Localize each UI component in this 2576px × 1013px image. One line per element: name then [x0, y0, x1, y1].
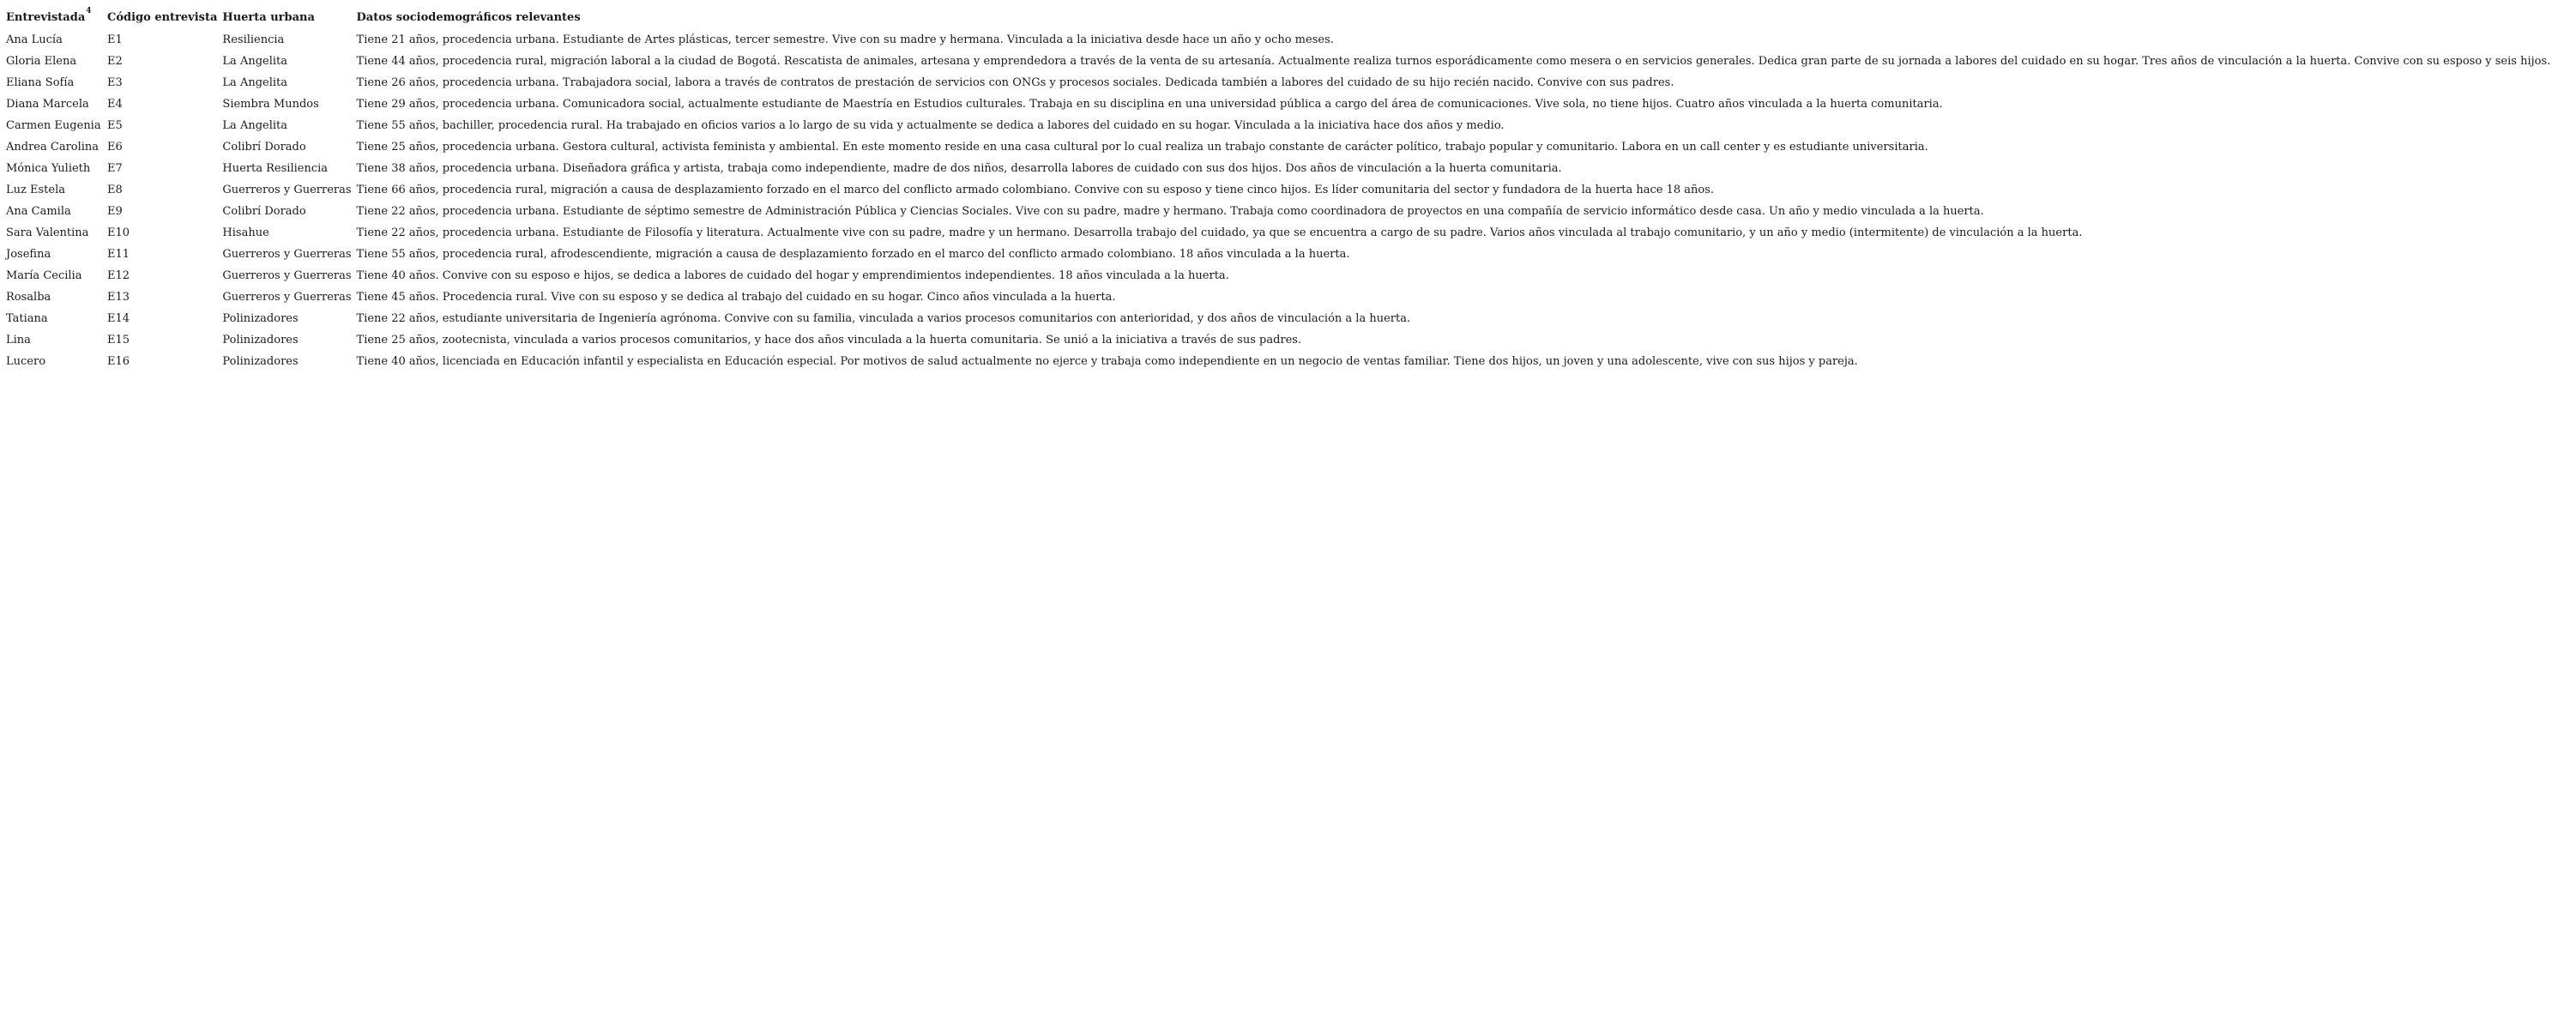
cell-entrevistada: Ana Lucía	[6, 33, 63, 46]
table-row	[6, 201, 2555, 222]
cell-codigo: E16	[107, 355, 130, 368]
cell-huerta: Colibrí Dorado	[222, 205, 306, 218]
header-entrevistada-label: Entrevistada	[6, 11, 86, 24]
cell-huerta: Polinizadores	[222, 312, 299, 325]
header-huerta: Huerta urbana	[222, 11, 315, 24]
cell-entrevistada: Josefina	[6, 248, 51, 261]
table-row	[6, 29, 2555, 51]
cell-huerta: Huerta Resiliencia	[222, 162, 329, 175]
cell-entrevistada: María Cecilia	[6, 269, 82, 282]
cell-datos: Tiene 22 años, procedencia urbana. Estudiante de Filosofía y literatura. Actualmente vive con su padre, madre y un hermano. Desarrolla trabajo del cuidado, ya que se encuentra a cargo de su padre. Varios años vinculada al trabajo comunitario, y un año y medio (intermitente) de vinculación a la huerta.	[356, 226, 2083, 239]
cell-datos: Tiene 38 años, procedencia urbana. Diseñadora gráfica y artista, trabaja como independiente, madre de dos niños, desarrolla labores de cuidado con sus dos hijos. Dos años de vinculación a la huerta comunitaria.	[356, 162, 1562, 175]
cell-huerta: Polinizadores	[222, 355, 299, 368]
table-body	[6, 29, 2555, 372]
header-codigo: Código entrevista	[107, 11, 218, 24]
cell-huerta: Resiliencia	[222, 33, 285, 46]
cell-codigo: E15	[107, 334, 130, 347]
header-entrevistada	[6, 7, 107, 29]
cell-datos: Tiene 40 años, licenciada en Educación infantil y especialista en Educación especial. Por motivos de salud actualmente no ejerce y trabaja como independiente en un negocio de ventas familiar. Tiene dos hijos, un joven y una adolescente, vive con sus hijos y pareja.	[356, 355, 1858, 368]
cell-codigo: E3	[107, 76, 123, 89]
cell-entrevistada: Andrea Carolina	[6, 141, 100, 154]
table-row	[6, 72, 2555, 93]
table-row	[6, 179, 2555, 201]
cell-datos: Tiene 55 años, procedencia rural, afrodescendiente, migración a causa de desplazamiento forzado en el marco del conflicto armado colombiano. 18 años vinculada a la huerta.	[356, 248, 1350, 261]
cell-codigo: E8	[107, 184, 123, 196]
cell-datos: Tiene 45 años. Procedencia rural. Vive con su esposo y se dedica al trabajo del cuidado en su hogar. Cinco años vinculada a la huerta.	[356, 291, 1116, 304]
header-row	[6, 7, 2555, 29]
table-row	[6, 158, 2555, 179]
cell-datos: Tiene 25 años, zootecnista, vinculada a varios procesos comunitarios, y hace dos años vinculada a la huerta comunitaria. Se unió a la iniciativa a través de sus padres.	[356, 334, 1302, 347]
cell-codigo: E4	[107, 98, 123, 111]
cell-codigo: E7	[107, 162, 123, 175]
cell-huerta: Siembra Mundos	[222, 98, 319, 111]
cell-codigo: E1	[107, 33, 123, 46]
cell-codigo: E14	[107, 312, 130, 325]
header-datos: Datos sociodemográficos relevantes	[356, 11, 581, 24]
cell-huerta: La Angelita	[222, 119, 288, 132]
table-row	[6, 51, 2555, 72]
cell-datos: Tiene 66 años, procedencia rural, migración a causa de desplazamiento forzado en el marco del conflicto armado colombiano. Convive con su esposo y tiene cinco hijos. Es líder comunitaria del sector y fundadora de la huerta hace 18 años.	[356, 184, 1715, 196]
cell-datos: Tiene 25 años, procedencia urbana. Gestora cultural, activista feminista y ambiental. En este momento reside en una casa cultural por lo cual realiza un trabajo constante de carácter político, trabajo popular y comunitario. Labora en un call center y es estudiante universitaria.	[356, 141, 1928, 154]
cell-huerta: La Angelita	[222, 76, 288, 89]
table-row	[6, 329, 2555, 351]
cell-entrevistada: Eliana Sofía	[6, 76, 75, 89]
cell-entrevistada: Ana Camila	[6, 205, 71, 218]
cell-huerta: Guerreros y Guerreras	[222, 184, 352, 196]
cell-entrevistada: Lina	[6, 334, 31, 347]
footnote-marker: 4	[86, 7, 92, 15]
cell-codigo: E9	[107, 205, 123, 218]
cell-datos: Tiene 22 años, estudiante universitaria de Ingeniería agrónoma. Convive con su familia, vinculada a varios procesos comunitarios con anterioridad, y dos años de vinculación a la huerta.	[356, 312, 1411, 325]
cell-huerta: Guerreros y Guerreras	[222, 248, 352, 261]
cell-codigo: E6	[107, 141, 123, 154]
table-row	[6, 136, 2555, 158]
cell-codigo: E2	[107, 55, 123, 68]
cell-entrevistada: Rosalba	[6, 291, 51, 304]
cell-entrevistada: Gloria Elena	[6, 55, 77, 68]
cell-codigo: E11	[107, 248, 130, 261]
cell-entrevistada: Sara Valentina	[6, 226, 89, 239]
cell-datos: Tiene 22 años, procedencia urbana. Estudiante de séptimo semestre de Administración Pública y Ciencias Sociales. Vive con su padre, madre y hermano. Trabaja como coordinadora de proyectos en una compañía de servicio informático desde casa. Un año y medio vinculada a la huerta.	[356, 205, 1984, 218]
table-row	[6, 351, 2555, 372]
table-row	[6, 222, 2555, 244]
cell-datos: Tiene 26 años, procedencia urbana. Trabajadora social, labora a través de contratos de prestación de servicios con ONGs y procesos sociales. Dedicada también a labores del cuidado de su hijo recién nacido. Convive con sus padres.	[356, 76, 1674, 89]
cell-datos: Tiene 40 años. Convive con su esposo e hijos, se dedica a labores de cuidado del hogar y emprendimientos independientes. 18 años vinculada a la huerta.	[356, 269, 1229, 282]
cell-datos: Tiene 55 años, bachiller, procedencia rural. Ha trabajado en oficios varios a lo largo de su vida y actualmente se dedica a labores del cuidado en su hogar. Vinculada a la iniciativa hace dos años y medio.	[356, 119, 1505, 132]
cell-entrevistada: Luz Estela	[6, 184, 65, 196]
table-header	[6, 7, 2555, 29]
table-row	[6, 115, 2555, 136]
cell-huerta: Polinizadores	[222, 334, 299, 347]
cell-datos: Tiene 21 años, procedencia urbana. Estudiante de Artes plásticas, tercer semestre. Vive con su madre y hermana. Vinculada a la iniciativa desde hace un año y ocho meses.	[356, 33, 1334, 46]
table-row	[6, 286, 2555, 308]
cell-huerta: Hisahue	[222, 226, 269, 239]
cell-codigo: E12	[107, 269, 130, 282]
cell-codigo: E5	[107, 119, 123, 132]
cell-datos: Tiene 44 años, procedencia rural, migración laboral a la ciudad de Bogotá. Rescatista de animales, artesana y emprendedora a través de la venta de su artesanía. Actualmente realiza turnos esporádicamente como mesera o en servicios generales. Dedica gran parte de su jornada a labores del cuidado en su hogar. Tres años de vinculación a la huerta. Convive con su esposo y seis hijos.	[356, 55, 2551, 68]
cell-codigo: E10	[107, 226, 130, 239]
cell-huerta: Colibrí Dorado	[222, 141, 306, 154]
table-row	[6, 308, 2555, 329]
cell-entrevistada: Mónica Yulieth	[6, 162, 91, 175]
cell-entrevistada: Carmen Eugenia	[6, 119, 101, 132]
table-row	[6, 93, 2555, 115]
cell-codigo: E13	[107, 291, 130, 304]
cell-entrevistada: Lucero	[6, 355, 46, 368]
cell-datos: Tiene 29 años, procedencia urbana. Comunicadora social, actualmente estudiante de Maestría en Estudios culturales. Trabaja en su disciplina en una universidad pública a cargo del área de comunicaciones. Vive sola, no tiene hijos. Cuatro años vinculada a la huerta comunitaria.	[356, 98, 1943, 111]
document-page	[6, 7, 2555, 372]
cell-entrevistada: Diana Marcela	[6, 98, 89, 111]
table-row	[6, 265, 2555, 286]
interviewees-table	[6, 7, 2555, 372]
table-row	[6, 244, 2555, 265]
cell-huerta: La Angelita	[222, 55, 288, 68]
cell-entrevistada: Tatiana	[6, 312, 48, 325]
cell-huerta: Guerreros y Guerreras	[222, 269, 352, 282]
cell-huerta: Guerreros y Guerreras	[222, 291, 352, 304]
